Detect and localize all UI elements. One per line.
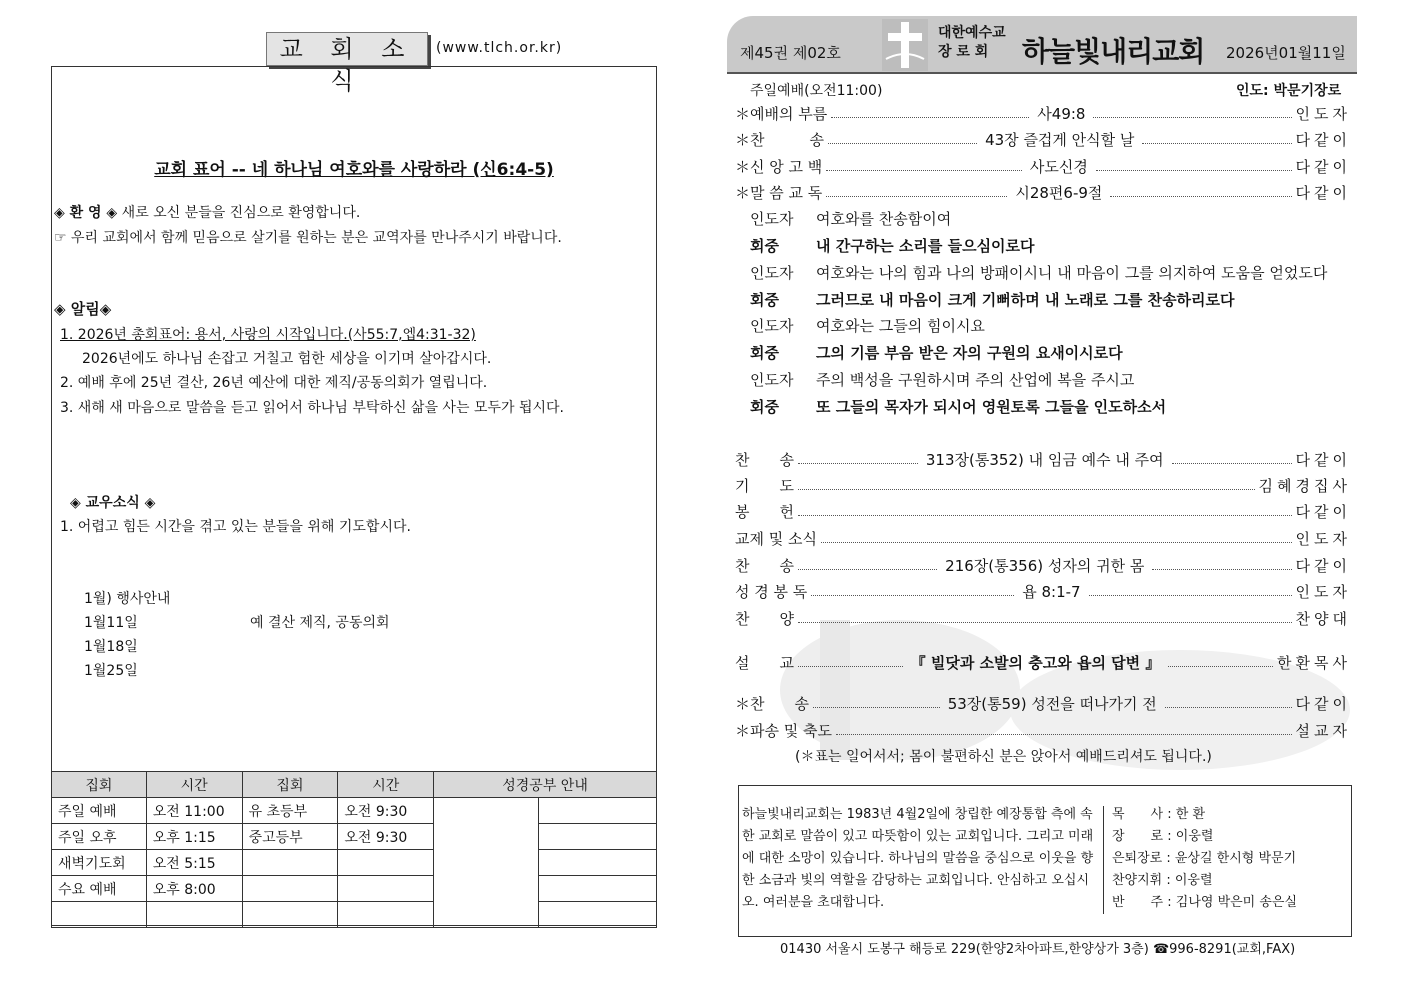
order-label: 찬 송: [735, 450, 794, 469]
leader-dots: [1168, 666, 1273, 667]
table-cell: [538, 824, 656, 850]
order-label: ＊찬 송: [735, 694, 809, 713]
leader-dots: [826, 196, 1007, 197]
service-leader: 인도: 박문기장로: [1236, 83, 1342, 99]
responsive-role: 인도자: [750, 371, 794, 389]
responsive-line: [750, 369, 1134, 390]
order-row: [735, 719, 1351, 741]
schedule-header: 성경공부 안내: [434, 772, 657, 798]
church-name: 하늘빛내리교회: [1022, 35, 1205, 68]
order-label: ＊신 앙 고 백: [735, 157, 823, 176]
table-row: [52, 850, 657, 876]
leader-dots: [811, 595, 1014, 596]
table-cell: [52, 902, 147, 928]
table-cell: 새벽기도회: [52, 850, 147, 876]
staff-line: 목 사 : 한 환: [1112, 807, 1206, 822]
leader-dots: [798, 489, 1255, 490]
responsive-role: 회중: [750, 344, 779, 362]
event-date-3: 1월25일: [84, 663, 138, 679]
leader-dots: [1110, 196, 1291, 197]
leader-dots: [1142, 143, 1291, 144]
schedule-header: 시간: [338, 772, 434, 798]
responsive-text: 여호와는 그들의 힘이시요: [816, 317, 985, 335]
leader-dots: [821, 542, 1292, 543]
volume-number: 제45권 제02호: [740, 44, 841, 62]
church-intro: 하늘빛내리교회는 1983년 4월2일에 창립한 예장통합 측에 속한 교회로 말씀이 있고 따뜻함이 있는 교회입니다. 그리고 미래에 대한 소망이 있습니다. 하나님의 말씀을 중심으로 이웃을 향한 소금과 빛의 역할을 감당하는 교회입니다. 안심하고 오십시오. 여러분을 초대합니다.: [742, 807, 1094, 910]
table-cell: 주일 오후: [52, 824, 147, 850]
welcome-line: [54, 202, 360, 222]
notice-item-2: 2. 예배 후에 25년 결산, 26년 예산에 대한 제직/공동의회가 열립니다.: [60, 375, 488, 391]
table-cell: 오전 5:15: [146, 850, 242, 876]
order-label: ＊파송 및 축도: [735, 721, 832, 740]
staff-line: 찬양지휘 : 이웅렬: [1112, 873, 1213, 888]
order-label: 찬 양: [735, 609, 794, 628]
leader-dots: [798, 666, 903, 667]
notices-heading: ◈ 알림◈: [54, 300, 112, 318]
order-label: ＊예배의 부름: [735, 104, 828, 123]
order-person: 설교자: [1295, 721, 1351, 740]
responsive-text: 주의 백성을 구원하시며 주의 산업에 복을 주시고: [816, 371, 1135, 389]
table-cell: 중고등부: [242, 824, 338, 850]
welcome-text: 새로 오신 분들을 진심으로 환영합니다.: [117, 205, 361, 221]
order-content: 53장(통59) 성전을 떠나가기 전: [947, 694, 1157, 713]
order-content: 시28편6-9절: [1015, 183, 1103, 202]
table-cell: [146, 902, 242, 928]
order-person: 찬양대: [1295, 609, 1351, 628]
table-cell: 오전 9:30: [338, 798, 434, 824]
order-row: [735, 128, 1351, 150]
order-row: [735, 651, 1351, 673]
order-row: [735, 692, 1351, 714]
leader-dots: [1165, 707, 1292, 708]
order-person: 다같이: [1295, 502, 1351, 521]
denomination-line: 대한예수교: [938, 25, 1006, 41]
leader-dots: [1093, 117, 1291, 118]
responsive-text: 또 그들의 목자가 되시어 영원토록 그들을 인도하소서: [816, 398, 1167, 416]
order-row: [735, 527, 1351, 549]
cross-icon: [882, 19, 928, 71]
order-person: 인도자: [1295, 582, 1352, 601]
leader-dots: [828, 143, 977, 144]
table-cell: [242, 902, 338, 928]
responsive-role: 인도자: [750, 264, 794, 282]
responsive-line: [750, 342, 1123, 363]
table-cell: [338, 876, 434, 902]
staff-list: [1112, 804, 1297, 914]
leader-dots: [798, 463, 918, 464]
table-cell: 주일 예배: [52, 798, 147, 824]
order-row: [735, 102, 1351, 124]
leader-dots: [831, 117, 1029, 118]
leader-dots: [836, 734, 1292, 735]
order-row: [735, 607, 1351, 629]
order-row: [735, 500, 1351, 522]
schedule-header-row: [52, 772, 657, 798]
table-cell: 오전 9:30: [338, 824, 434, 850]
event-date-2: 1월18일: [84, 639, 138, 655]
leader-dots: [798, 515, 1292, 516]
table-row: [52, 876, 657, 902]
staff-line: 장 로 : 이웅렬: [1112, 829, 1214, 844]
leader-dots: [1089, 595, 1292, 596]
table-row: [52, 824, 657, 850]
order-row: [735, 181, 1351, 203]
leader-dots: [1152, 569, 1291, 570]
responsive-text: 그러므로 내 마음이 크게 기뻐하며 내 노래로 그를 찬송하리로다: [816, 291, 1235, 309]
staff-line: 반 주 : 김나영 박은미 송은실: [1112, 895, 1298, 910]
table-cell: 오후 1:15: [146, 824, 242, 850]
event-date-1: 1월11일: [84, 615, 138, 631]
order-label: ＊말 씀 교 독: [735, 183, 823, 202]
leader-dots: [1172, 463, 1292, 464]
table-cell: 오전 11:00: [146, 798, 242, 824]
leader-dots: [798, 569, 937, 570]
table-cell: 오후 8:00: [146, 876, 242, 902]
responsive-role: 인도자: [750, 317, 794, 335]
bible-study-cell: [434, 798, 539, 928]
order-label: 봉 헌: [735, 502, 794, 521]
table-cell: [538, 902, 656, 928]
order-label: 교제 및 소식: [735, 529, 817, 548]
welcome-heading: ◈ 환 영 ◈: [54, 205, 118, 221]
notice-item-1b: 2026년에도 하나님 손잡고 거칠고 험한 세상을 이기며 살아갑시다.: [82, 351, 492, 367]
order-person: 인도자: [1295, 529, 1351, 548]
order-label: 찬 송: [735, 556, 794, 575]
responsive-text: 그의 기름 부음 받은 자의 구원의 요새이시로다: [816, 344, 1123, 362]
denomination-line: 장 로 회: [938, 44, 989, 60]
order-row: [735, 554, 1351, 576]
order-row: [735, 155, 1351, 177]
table-cell: [538, 876, 656, 902]
schedule-table: [51, 771, 657, 928]
order-content: 216장(통356) 성자의 귀한 몸: [945, 556, 1145, 575]
table-cell: 수요 예배: [52, 876, 147, 902]
schedule-header: 시간: [146, 772, 242, 798]
order-content: 사도신경: [1029, 157, 1088, 176]
table-row: [52, 902, 657, 928]
order-person: 다같이: [1295, 183, 1351, 202]
table-row: [52, 798, 657, 824]
responsive-line: [750, 315, 985, 336]
responsive-role: 인도자: [750, 210, 794, 228]
order-person: 한환목사: [1277, 653, 1352, 672]
table-cell: [242, 876, 338, 902]
event-desc-1: 예 결산 제직, 공동의회: [250, 615, 390, 631]
table-cell: [338, 902, 434, 928]
leader-dots: [1096, 170, 1292, 171]
order-content: 사49:8: [1037, 104, 1086, 123]
news-title: 교 회 소 식: [266, 32, 428, 66]
order-label: 설 교: [735, 653, 794, 672]
standing-note: (＊표는 일어서서; 몸이 불편하신 분은 앉아서 예배드리셔도 됩니다.): [795, 749, 1212, 765]
staff-line: 은퇴장로 : 윤상길 한시형 박문기: [1112, 851, 1297, 866]
table-cell: 유 초등부: [242, 798, 338, 824]
order-person: 다같이: [1295, 130, 1351, 149]
responsive-line: [750, 396, 1166, 417]
members-heading: ◈ 교우소식 ◈: [70, 495, 156, 511]
responsive-text: 여호와를 찬송함이여: [816, 210, 952, 228]
order-row: [735, 474, 1351, 496]
order-label: ＊찬 송: [735, 130, 824, 149]
responsive-role: 회중: [750, 398, 779, 416]
church-address: 01430 서울시 도봉구 해등로 229(한양2차아파트,한양상가 3층) ☎996-8291(교회,FAX): [780, 942, 1296, 957]
order-person: 다같이: [1295, 157, 1351, 176]
service-title: 주일예배(오전11:00): [750, 83, 883, 99]
church-url[interactable]: (www.tlch.or.kr): [436, 40, 563, 56]
responsive-line: [750, 262, 1327, 283]
table-cell: [538, 798, 656, 824]
responsive-role: 회중: [750, 237, 779, 255]
responsive-text: 내 간구하는 소리를 들으심이로다: [816, 237, 1035, 255]
notice-item-3: 3. 새해 새 마음으로 말씀을 듣고 읽어서 하나님 부탁하신 삶을 사는 모두가 됩시다.: [60, 400, 564, 416]
schedule-header: 집회: [242, 772, 338, 798]
order-row: [735, 580, 1351, 602]
info-divider: [1103, 806, 1104, 914]
order-content: 43장 즐겁게 안식할 날: [985, 130, 1135, 149]
notice-item-1: 1. 2026년 총회표어: 용서, 사랑의 시작입니다.(사55:7,엡4:31-32): [60, 327, 476, 343]
order-person: 인도자: [1295, 104, 1352, 123]
order-person: 다같이: [1295, 450, 1351, 469]
members-item-1: 1. 어렵고 힘든 시간을 겪고 있는 분들을 위해 기도합시다.: [60, 519, 411, 535]
leader-dots: [826, 170, 1022, 171]
order-person: 다같이: [1295, 694, 1351, 713]
order-person: 김혜경집사: [1258, 476, 1351, 495]
leader-dots: [798, 622, 1292, 623]
bulletin-date: 2026년01월11일: [1226, 44, 1346, 62]
responsive-line: [750, 289, 1235, 310]
responsive-line: [750, 208, 951, 229]
order-content: 313장(통352) 내 임금 예수 내 주여: [925, 450, 1164, 469]
table-cell: [338, 850, 434, 876]
order-row: [735, 448, 1351, 470]
table-cell: [242, 850, 338, 876]
welcome-line-2: ☞ 우리 교회에서 함께 믿음으로 살기를 원하는 분은 교역자를 만나주시기 바랍니다.: [54, 230, 562, 246]
order-label: 성 경 봉 독: [735, 582, 808, 601]
responsive-text: 여호와는 나의 힘과 나의 방패이시니 내 마음이 그를 의지하여 도움을 얻었도다: [816, 264, 1328, 282]
events-heading: 1월) 행사안내: [84, 591, 171, 607]
order-content: 욥 8:1-7: [1022, 582, 1081, 601]
denomination: [938, 24, 1006, 62]
responsive-role: 회중: [750, 291, 779, 309]
order-person: 다같이: [1295, 556, 1352, 575]
leader-dots: [813, 707, 940, 708]
church-motto: 교회 표어 -- 네 하나님 여호와를 사랑하라 (신6:4-5): [154, 160, 554, 180]
schedule-header: 집회: [52, 772, 147, 798]
order-content: 『 빌닷과 소발의 충고와 욥의 답변 』: [910, 653, 1161, 672]
table-cell: [538, 850, 656, 876]
responsive-line: [750, 235, 1035, 256]
order-label: 기 도: [735, 476, 794, 495]
